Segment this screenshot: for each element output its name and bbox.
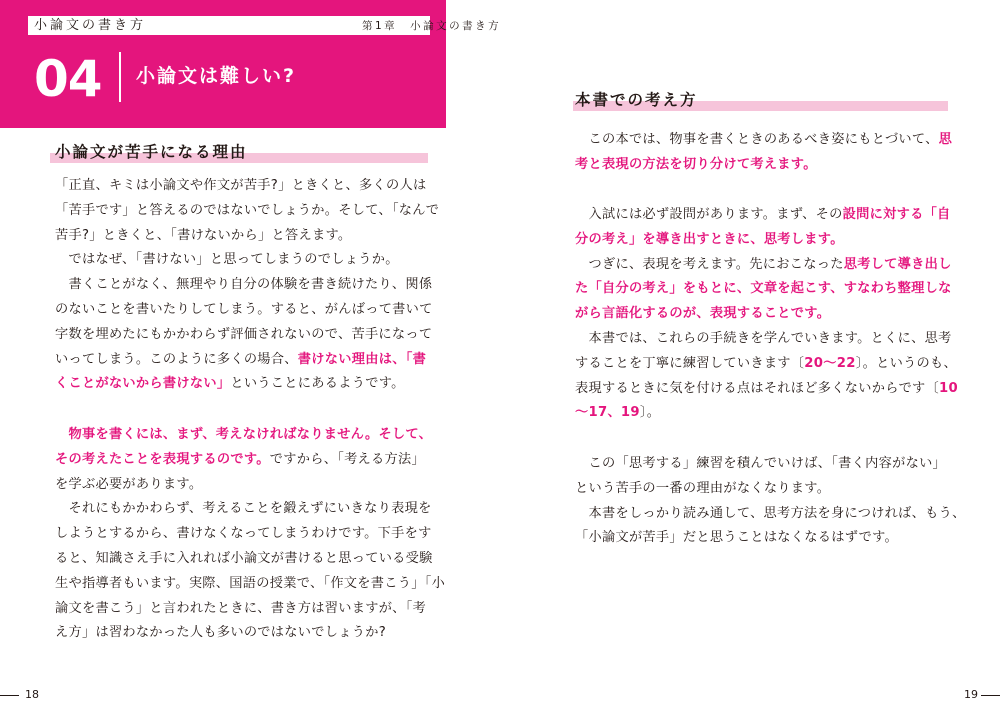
- text-line: [55, 497, 445, 522]
- body-text: ということにあるようです。: [230, 376, 405, 392]
- body-text: 「苦手です」と答えるのではないでしょうか。そして、「なんで: [55, 202, 440, 218]
- text-line: [575, 128, 952, 153]
- chapter-title: 小論文は難しい?: [136, 65, 297, 87]
- section-heading: 本書での考え方: [575, 91, 698, 109]
- body-text: 入試には必ず設問があります。まず、その: [575, 207, 843, 222]
- text-line: [55, 323, 439, 348]
- body-text: この本では、物事を書くときのあるべき姿にもとづいて、: [575, 132, 939, 147]
- text-line: [575, 253, 958, 278]
- paragraph: [55, 174, 439, 397]
- body-text: 生や指導者もいます。実際、国語の授業で、「作文を書こう」「小: [55, 575, 446, 591]
- page-number: 19: [964, 688, 978, 701]
- body-text: つぎに、表現を考えます。先におこなった: [575, 256, 844, 272]
- text-line: [55, 248, 439, 273]
- text-line: [55, 597, 445, 622]
- text-line: [575, 477, 966, 502]
- paragraph: [55, 423, 445, 646]
- body-text: [55, 427, 69, 442]
- text-line: [55, 199, 439, 224]
- emphasis-text: 思考して導き出し: [843, 256, 952, 272]
- emphasis-text: くことがないから書けない」: [55, 376, 231, 392]
- paragraph: [575, 452, 966, 551]
- text-line: [575, 526, 966, 551]
- emphasis-text: 20〜22: [804, 355, 856, 371]
- body-text: 書くことがなく、無理やり自分の体験を書き続けたり、関係: [55, 277, 433, 293]
- running-head: 第1章 小論文の書き方: [362, 20, 502, 32]
- paragraph: [575, 203, 958, 426]
- text-line: [575, 203, 958, 228]
- text-line: [55, 423, 445, 448]
- text-line: [575, 302, 958, 327]
- body-text: いってしまう。このように多くの場合、: [55, 351, 298, 367]
- text-line: [55, 473, 445, 498]
- emphasis-text: 分の考え」を導き出すときに、思考します。: [575, 231, 844, 247]
- text-line: [55, 547, 445, 572]
- body-text: 表現するときに気を付ける点はそれほど多くないからです〔: [575, 380, 940, 396]
- emphasis-text: 10: [939, 380, 958, 396]
- text-line: [55, 372, 439, 397]
- text-line: [55, 522, 445, 547]
- body-text: 字数を埋めたにもかかわらず評価されないので、苦手になって: [55, 326, 433, 342]
- text-line: [55, 572, 445, 597]
- text-line: [55, 298, 439, 323]
- text-line: [575, 277, 958, 302]
- text-line: [55, 348, 439, 373]
- body-text: 〕。: [639, 405, 661, 421]
- emphasis-text: 〜17、19: [575, 405, 640, 421]
- body-text: のないことを書いたりしてしまう。すると、がんばって書いて: [55, 301, 433, 317]
- text-line: [55, 448, 445, 473]
- emphasis-text: がら言語化するのが、表現することです。: [575, 306, 831, 322]
- emphasis-text: た「自分の考え」をもとに、文章を起こす、すなわち整理しな: [575, 281, 952, 297]
- body-text: 「正直、キミは小論文や作文が苦手?」ときくと、多くの人は: [55, 178, 427, 193]
- body-text: ではなぜ、「書けない」と思ってしまうのでしょうか。: [55, 252, 399, 268]
- text-line: [55, 174, 439, 199]
- body-text: 本書では、これらの手続きを学んでいきます。とくに、思考: [575, 330, 952, 346]
- body-text: を学ぶ必要があります。: [55, 476, 203, 492]
- emphasis-text: その考えたことを表現するのです。: [55, 451, 270, 467]
- body-text: という苦手の一番の理由がなくなります。: [575, 480, 831, 496]
- emphasis-text: 書けない理由は、「書: [297, 351, 427, 367]
- body-text: しようとするから、書けなくなってしまうわけです。下手をす: [55, 526, 432, 542]
- text-line: [575, 452, 966, 477]
- emphasis-text: 考と表現の方法を切り分けて考えます。: [575, 156, 817, 172]
- body-text: ですから、「考える方法」: [269, 451, 425, 467]
- folio-rule: [0, 695, 19, 696]
- text-line: [575, 502, 966, 527]
- emphasis-text: 物事を書くには、まず、考えなければなりません。そして、: [68, 427, 433, 442]
- text-line: [575, 153, 952, 178]
- section-heading: 小論文が苦手になる理由: [55, 143, 248, 161]
- body-text: この「思考する」練習を積んでいけば、「書く内容がない」: [575, 456, 947, 471]
- text-line: [575, 377, 958, 402]
- chapter-number: 04: [34, 50, 102, 108]
- body-text: それにもかかわらず、考えることを鍛えずにいきなり表現を: [55, 501, 432, 517]
- text-line: [55, 273, 439, 298]
- folio-rule: [981, 695, 1000, 696]
- emphasis-text: 思: [938, 132, 953, 147]
- paragraph: [575, 128, 952, 178]
- text-line: [575, 228, 958, 253]
- body-text: 「小論文が苦手」だと思うことはなくなるはずです。: [575, 530, 899, 546]
- emphasis-text: 設問に対する「自: [842, 207, 951, 222]
- text-line: [575, 352, 958, 377]
- text-line: [55, 224, 439, 249]
- body-text: することを丁寧に練習していきます〔: [575, 355, 805, 371]
- body-text: ると、知識さえ手に入れれば小論文が書けると思っている受験: [55, 550, 433, 566]
- body-text: 苦手?」ときくと、「書けないから」と答えます。: [55, 227, 352, 243]
- banner-divider: [119, 52, 121, 102]
- text-line: [575, 327, 958, 352]
- section-label: 小論文の書き方: [34, 18, 147, 33]
- page-number: 18: [25, 688, 39, 701]
- body-text: 〕。というのも、: [855, 355, 958, 371]
- body-text: 論文を書こう」と言われたときに、書き方は習いますが、「考: [55, 600, 427, 616]
- text-line: [575, 401, 958, 426]
- text-line: [55, 621, 445, 646]
- body-text: え方」は習わなかった人も多いのではないでしょうか?: [55, 625, 386, 641]
- body-text: 本書をしっかり読み通して、思考方法を身につければ、もう、: [575, 505, 966, 521]
